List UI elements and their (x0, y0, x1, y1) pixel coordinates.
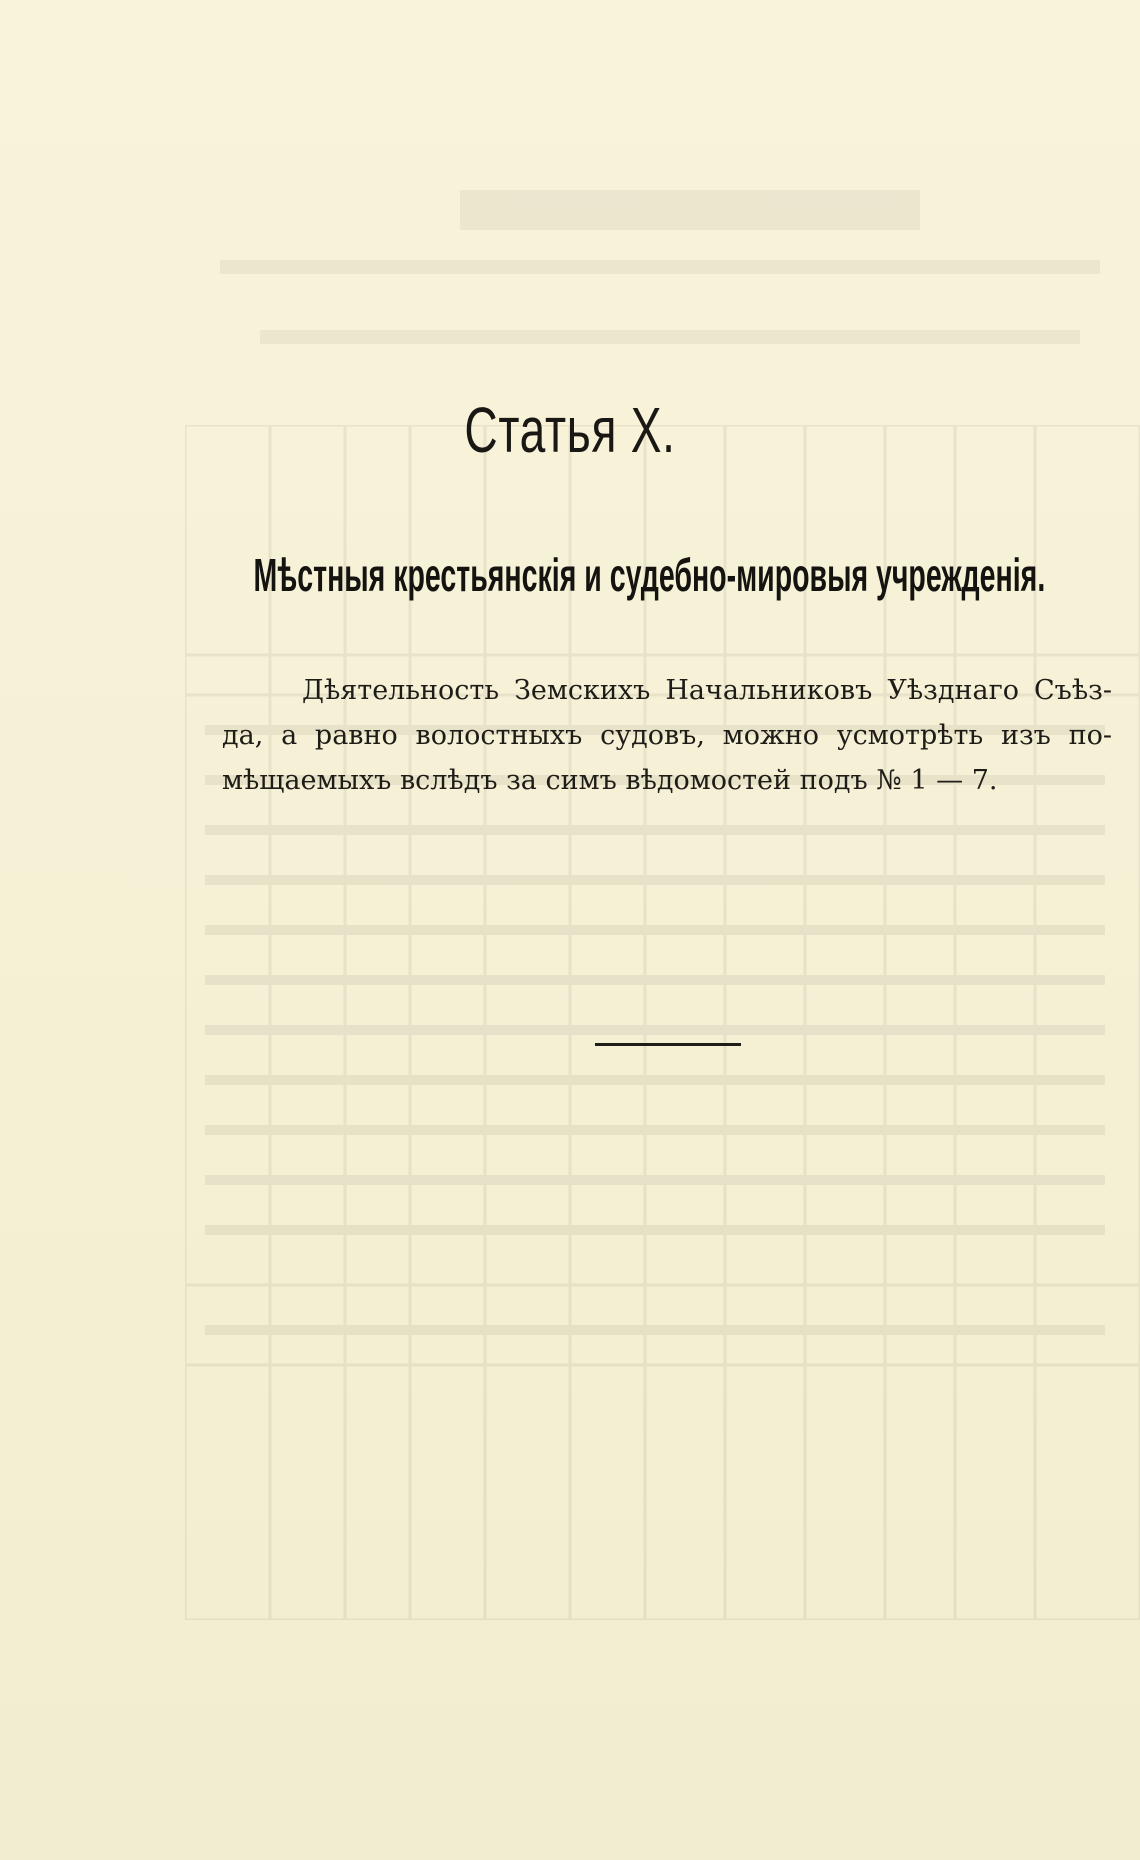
body-line: мѣщаемыхъ вслѣдъ за симъ вѣдомостей подъ № 1 — 7. (222, 765, 998, 796)
bleed-through-header (220, 180, 1120, 410)
body-line: Дѣятельность Земскихъ Начальниковъ Уѣзднаго Съѣз- (302, 675, 1112, 706)
body-line: да, а равно волостныхъ судовъ, можно усмотрѣть изъ по- (222, 720, 1112, 751)
article-body (222, 668, 1112, 803)
article-subheading: Мѣстныя крестьянскія и судебно-мировыя учрежденія. (253, 549, 1046, 601)
article-heading: Статья X. (464, 394, 676, 466)
bleed-through-table (185, 425, 1140, 1620)
section-divider (595, 1043, 741, 1046)
